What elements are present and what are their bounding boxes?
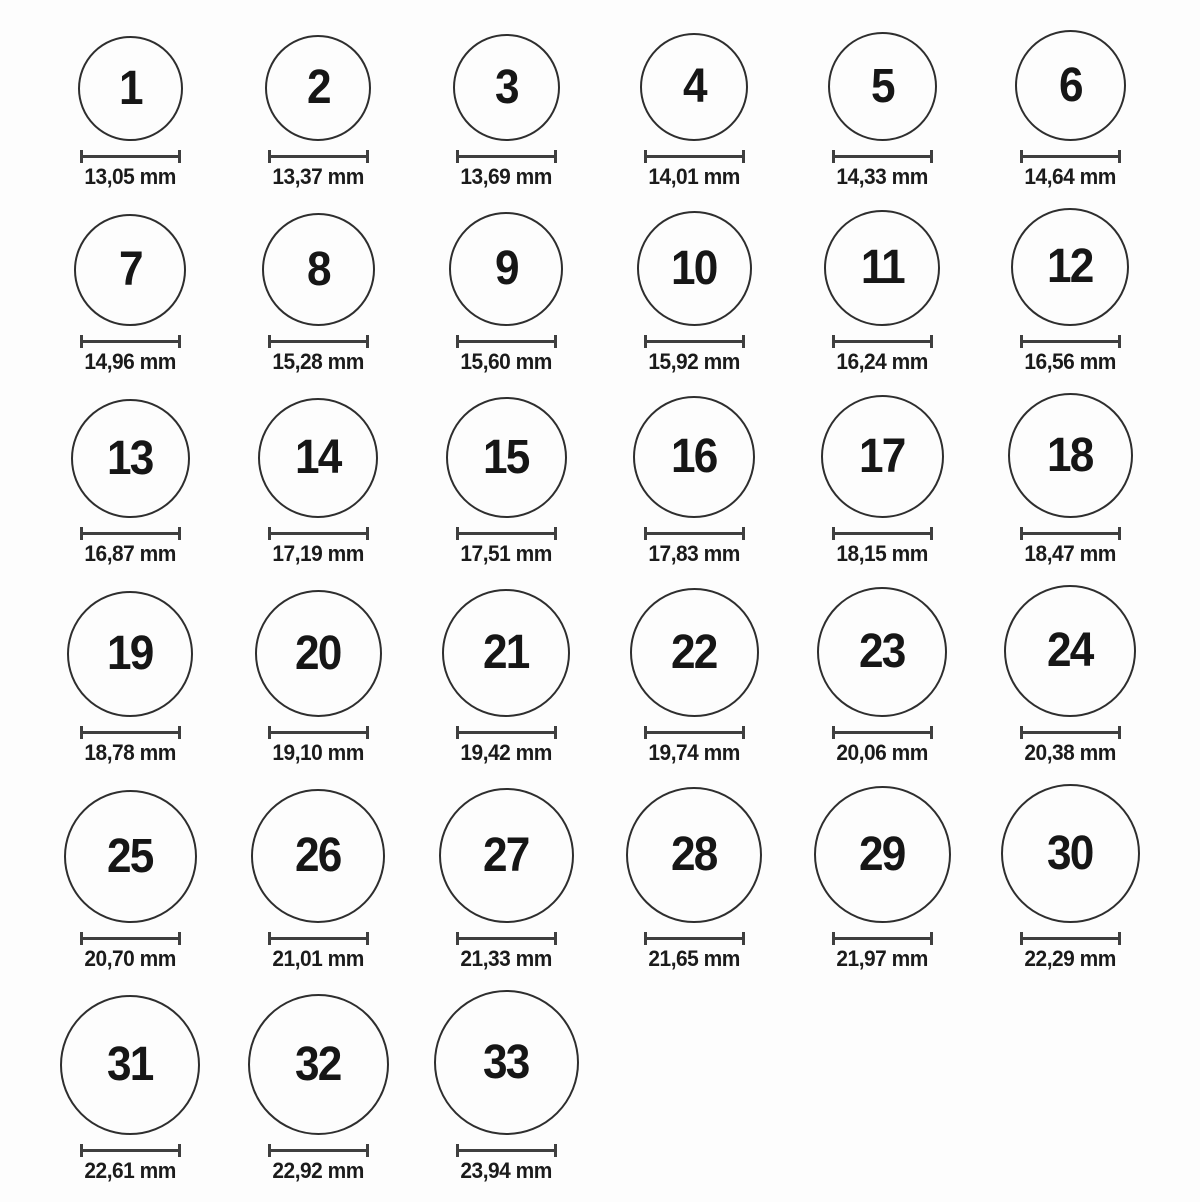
diameter-label: 23,94 mm xyxy=(460,1158,552,1183)
ring-size-item xyxy=(600,588,788,766)
diameter-label: 22,61 mm xyxy=(84,1158,176,1183)
ring-size-number: 29 xyxy=(859,827,905,881)
ring-size-item xyxy=(412,397,600,567)
diameter-ruler-icon xyxy=(80,150,181,163)
diameter-ruler-icon xyxy=(832,335,933,348)
ring-size-number: 10 xyxy=(671,241,717,295)
ring-size-number: 8 xyxy=(306,242,330,296)
ring-size-number: 22 xyxy=(671,625,717,679)
diameter-label: 18,78 mm xyxy=(84,740,176,765)
diameter-label: 21,33 mm xyxy=(460,946,552,971)
diameter-ruler-icon xyxy=(456,932,557,945)
diameter-ruler-icon xyxy=(832,726,933,739)
diameter-label: 17,19 mm xyxy=(272,541,364,566)
ring-circle xyxy=(262,213,375,326)
ring-circle xyxy=(71,399,190,518)
ring-size-number: 6 xyxy=(1058,58,1082,112)
ring-size-item xyxy=(36,790,224,972)
ring-size-item xyxy=(36,214,224,375)
chart-row xyxy=(36,393,1164,567)
diameter-label: 13,05 mm xyxy=(84,164,176,189)
ring-size-number: 12 xyxy=(1047,240,1093,293)
diameter-label: 21,97 mm xyxy=(836,946,928,971)
chart-row xyxy=(36,585,1164,766)
ring-size-number: 1 xyxy=(118,61,142,115)
diameter-ruler-icon xyxy=(268,335,369,348)
diameter-ruler-icon xyxy=(832,932,933,945)
diameter-label: 19,10 mm xyxy=(272,740,364,765)
ring-size-number: 11 xyxy=(860,241,904,294)
ring-size-number: 27 xyxy=(483,828,529,882)
diameter-ruler-icon xyxy=(644,932,745,945)
ring-size-item xyxy=(976,784,1164,972)
diameter-ruler-icon xyxy=(268,726,369,739)
diameter-ruler-icon xyxy=(268,932,369,945)
ring-size-number: 33 xyxy=(483,1035,529,1089)
diameter-ruler-icon xyxy=(1020,932,1121,945)
ring-circle xyxy=(1001,784,1140,923)
diameter-label: 17,83 mm xyxy=(648,541,740,566)
ring-size-number: 25 xyxy=(107,829,153,883)
diameter-label: 15,60 mm xyxy=(460,349,552,374)
ring-size-number: 19 xyxy=(107,627,153,680)
diameter-label: 21,65 mm xyxy=(648,946,740,971)
diameter-label: 14,64 mm xyxy=(1024,164,1116,189)
diameter-label: 14,01 mm xyxy=(648,164,740,189)
ring-circle xyxy=(78,36,183,141)
ring-size-number: 3 xyxy=(494,60,518,114)
diameter-ruler-icon xyxy=(456,150,557,163)
ring-circle xyxy=(1015,30,1126,141)
ring-size-number: 2 xyxy=(306,61,330,114)
diameter-ruler-icon xyxy=(456,527,557,540)
ring-circle xyxy=(453,34,560,141)
diameter-ruler-icon xyxy=(644,150,745,163)
diameter-ruler-icon xyxy=(268,150,369,163)
ring-size-item xyxy=(600,211,788,375)
ring-circle xyxy=(817,587,947,717)
ring-circle xyxy=(1004,585,1136,717)
ring-size-item xyxy=(36,995,224,1184)
diameter-label: 16,56 mm xyxy=(1024,349,1116,374)
ring-size-item xyxy=(224,35,412,190)
ring-size-number: 15 xyxy=(483,430,529,484)
diameter-label: 20,06 mm xyxy=(836,740,928,765)
ring-size-number: 5 xyxy=(870,59,894,113)
diameter-label: 19,42 mm xyxy=(460,740,552,765)
ring-size-item xyxy=(36,399,224,567)
ring-circle xyxy=(67,591,193,717)
ring-circle xyxy=(828,32,937,141)
ring-size-number: 30 xyxy=(1047,826,1093,880)
diameter-ruler-icon xyxy=(456,335,557,348)
diameter-ruler-icon xyxy=(1020,726,1121,739)
diameter-ruler-icon xyxy=(1020,150,1121,163)
ring-size-number: 16 xyxy=(671,430,717,483)
diameter-ruler-icon xyxy=(80,1144,181,1157)
ring-circle xyxy=(439,788,574,923)
diameter-label: 14,96 mm xyxy=(84,349,176,374)
ring-size-item xyxy=(976,30,1164,190)
ring-size-item xyxy=(788,395,976,567)
ring-size-number: 17 xyxy=(859,429,905,483)
diameter-label: 14,33 mm xyxy=(836,164,928,189)
diameter-label: 15,92 mm xyxy=(648,349,740,374)
ring-size-item xyxy=(788,210,976,375)
ring-size-number: 4 xyxy=(682,60,706,113)
diameter-ruler-icon xyxy=(80,726,181,739)
ring-size-number: 20 xyxy=(295,626,341,680)
diameter-label: 22,92 mm xyxy=(272,1158,364,1183)
ring-circle xyxy=(446,397,567,518)
chart-row xyxy=(36,30,1164,190)
ring-circle xyxy=(821,395,944,518)
ring-circle xyxy=(640,33,748,141)
ring-circle xyxy=(449,212,563,326)
diameter-label: 22,29 mm xyxy=(1024,946,1116,971)
ring-circle xyxy=(633,396,755,518)
ring-circle xyxy=(442,589,570,717)
diameter-ruler-icon xyxy=(644,527,745,540)
chart-row xyxy=(36,784,1164,972)
ring-circle xyxy=(258,398,378,518)
diameter-label: 17,51 mm xyxy=(460,541,552,566)
ring-size-number: 23 xyxy=(859,625,905,678)
ring-size-number: 24 xyxy=(1047,624,1093,677)
ring-size-item xyxy=(788,786,976,972)
chart-row xyxy=(36,208,1164,375)
diameter-ruler-icon xyxy=(268,1144,369,1157)
ring-size-item xyxy=(788,32,976,190)
ring-circle xyxy=(626,787,762,923)
ring-size-number: 7 xyxy=(118,243,142,296)
ring-size-number: 18 xyxy=(1047,428,1093,482)
diameter-ruler-icon xyxy=(80,335,181,348)
diameter-label: 16,24 mm xyxy=(836,349,928,374)
ring-size-item xyxy=(600,396,788,567)
diameter-ruler-icon xyxy=(1020,527,1121,540)
ring-size-item xyxy=(224,398,412,567)
diameter-label: 18,47 mm xyxy=(1024,541,1116,566)
ring-circle xyxy=(824,210,940,326)
ring-circle xyxy=(630,588,759,717)
diameter-ruler-icon xyxy=(832,527,933,540)
ring-size-item xyxy=(976,208,1164,375)
ring-size-number: 32 xyxy=(295,1037,341,1091)
diameter-label: 15,28 mm xyxy=(272,349,364,374)
ring-size-item xyxy=(224,789,412,972)
ring-size-number: 13 xyxy=(107,431,153,485)
ring-size-item xyxy=(600,33,788,190)
diameter-label: 20,70 mm xyxy=(84,946,176,971)
diameter-label: 21,01 mm xyxy=(272,946,364,971)
ring-size-item xyxy=(412,212,600,375)
chart-row xyxy=(36,990,1164,1184)
ring-size-number: 28 xyxy=(671,828,717,881)
ring-size-item xyxy=(412,589,600,766)
ring-circle xyxy=(265,35,371,141)
ring-size-number: 9 xyxy=(494,242,518,295)
diameter-ruler-icon xyxy=(80,932,181,945)
diameter-label: 13,69 mm xyxy=(460,164,552,189)
ring-size-item xyxy=(412,34,600,190)
ring-size-item xyxy=(412,788,600,972)
diameter-label: 13,37 mm xyxy=(272,164,364,189)
ring-size-number: 26 xyxy=(295,829,341,882)
ring-size-item xyxy=(224,994,412,1184)
ring-circle xyxy=(248,994,389,1135)
diameter-ruler-icon xyxy=(456,1144,557,1157)
ring-size-number: 14 xyxy=(295,431,341,484)
ring-size-number: 31 xyxy=(107,1038,153,1091)
ring-circle xyxy=(434,990,579,1135)
ring-size-item xyxy=(600,787,788,972)
diameter-ruler-icon xyxy=(456,726,557,739)
diameter-ruler-icon xyxy=(644,335,745,348)
ring-size-item xyxy=(224,213,412,375)
ring-size-number: 21 xyxy=(483,626,529,679)
ring-circle xyxy=(1011,208,1129,326)
ring-size-chart xyxy=(36,30,1164,1184)
ring-size-item xyxy=(412,990,600,1184)
diameter-ruler-icon xyxy=(644,726,745,739)
ring-circle xyxy=(60,995,200,1135)
diameter-ruler-icon xyxy=(832,150,933,163)
ring-circle xyxy=(1008,393,1133,518)
diameter-ruler-icon xyxy=(268,527,369,540)
diameter-label: 18,15 mm xyxy=(836,541,928,566)
diameter-label: 16,87 mm xyxy=(84,541,176,566)
diameter-ruler-icon xyxy=(80,527,181,540)
ring-size-item xyxy=(788,587,976,766)
ring-circle xyxy=(255,590,382,717)
diameter-label: 19,74 mm xyxy=(648,740,740,765)
ring-size-item xyxy=(224,590,412,766)
diameter-ruler-icon xyxy=(1020,335,1121,348)
ring-size-item xyxy=(976,585,1164,766)
diameter-label: 20,38 mm xyxy=(1024,740,1116,765)
ring-size-item xyxy=(976,393,1164,567)
ring-size-item xyxy=(36,36,224,190)
ring-circle xyxy=(814,786,951,923)
ring-circle xyxy=(64,790,197,923)
ring-size-item xyxy=(36,591,224,766)
ring-circle xyxy=(74,214,186,326)
ring-circle xyxy=(251,789,385,923)
ring-circle xyxy=(637,211,752,326)
